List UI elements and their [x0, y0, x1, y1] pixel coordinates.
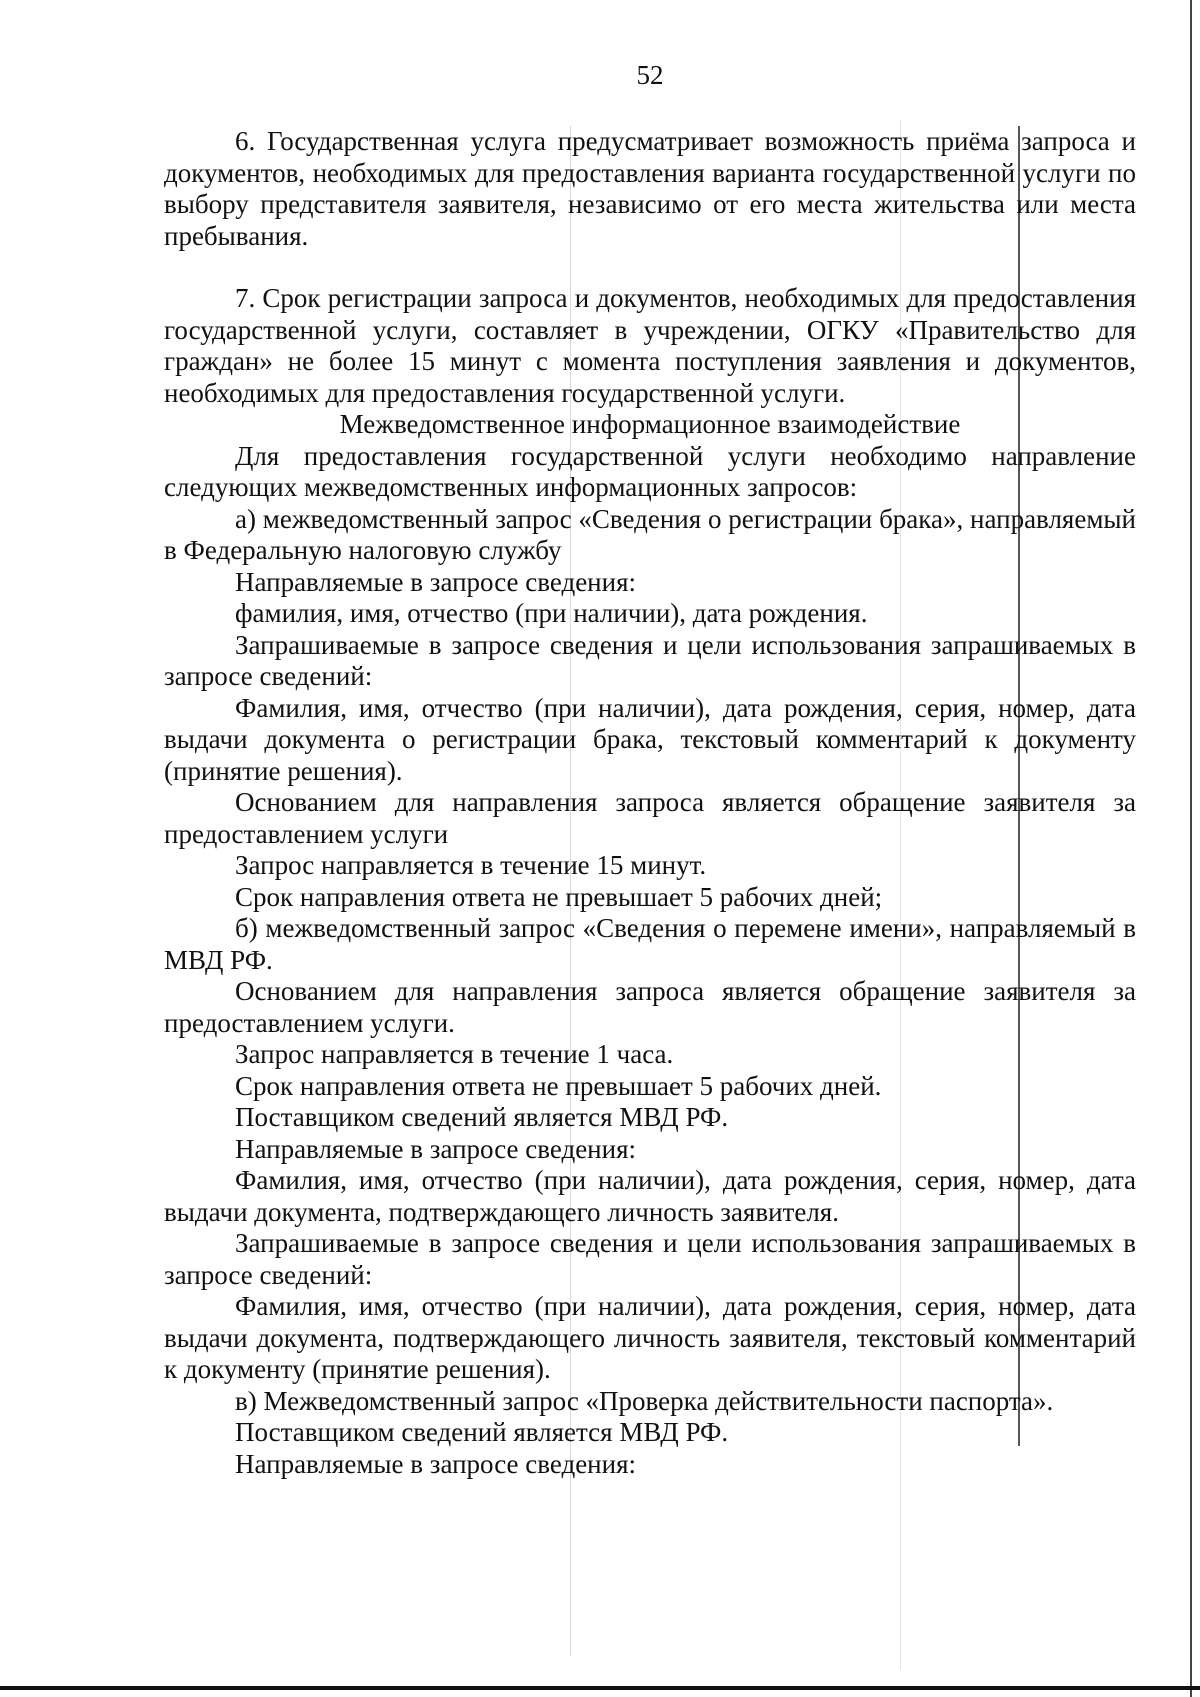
paragraph: Основанием для направления запроса является обращение заявителя за предоставлением услуги.	[164, 976, 1136, 1038]
paragraph: Запрашиваемые в запросе сведения и цели использования запрашиваемых в запросе сведений:	[164, 629, 1136, 691]
paragraph: Фамилия, имя, отчество (при наличии), дата рождения, серия, номер, дата выдачи документа, подтверждающего личность заявителя, текстовый комментарий к документу (принятие решения).	[164, 1291, 1136, 1384]
paragraph: в) Межведомственный запрос «Проверка действительности паспорта».	[235, 1385, 1054, 1416]
paragraph-7: 7. Срок регистрации запроса и документов, необходимых для предоставления государственной услуги, составляет в учреждении, ОГКУ «Правительство для граждан» не более 15 минут с момента поступления заявления и документов, необходимых для предоставления государственной услуги.	[164, 283, 1136, 408]
paragraph: Поставщиком сведений является МВД РФ.	[235, 1417, 729, 1447]
paragraph: Фамилия, имя, отчество (при наличии), дата рождения, серия, номер, дата выдачи документа, подтверждающего личность заявителя.	[164, 1165, 1136, 1227]
paragraph: Основанием для направления запроса является обращение заявителя за предоставлением услуги	[164, 787, 1136, 849]
paragraph: Запрос направляется в течение 15 минут.	[235, 850, 707, 880]
paragraph: Фамилия, имя, отчество (при наличии), дата рождения, серия, номер, дата выдачи документа о регистрации брака, текстовый комментарий к документу (принятие решения).	[164, 692, 1136, 786]
scan-edge-bottom	[0, 1686, 1200, 1690]
paragraph: Запрашиваемые в запросе сведения и цели использования запрашиваемых в запросе сведений:	[164, 1228, 1136, 1290]
paragraph: а) межведомственный запрос «Сведения о регистрации брака», направляемый в Федеральную налоговую службу	[164, 503, 1136, 565]
paragraph: Направляемые в запросе сведения:	[235, 566, 636, 597]
paragraph: Срок направления ответа не превышает 5 рабочих дней.	[235, 1070, 882, 1101]
paragraph: Срок направления ответа не превышает 5 рабочих дней;	[235, 881, 883, 912]
paragraph-6: 6. Государственная услуга предусматривает возможность приёма запроса и документов, необходимых для предоставления варианта государственной услуги по выбору представителя заявителя, независимо от его места жительства или места пребывания.	[164, 126, 1136, 251]
section-heading: Межведомственное информационное взаимодействие	[339, 409, 961, 439]
paragraph: Направляемые в запросе сведения:	[235, 1133, 636, 1164]
paragraph: Для предоставления государственной услуги необходимо направление следующих межведомственных информационных запросов:	[164, 440, 1136, 502]
page-number: 52	[636, 60, 664, 90]
document-body	[164, 126, 1136, 1480]
paragraph: фамилия, имя, отчество (при наличии), дата рождения.	[235, 598, 868, 628]
paragraph: Запрос направляется в течение 1 часа.	[235, 1039, 674, 1069]
paragraph: б) межведомственный запрос «Сведения о перемене имени», направляемый в МВД РФ.	[164, 913, 1136, 975]
paragraph: Поставщиком сведений является МВД РФ.	[235, 1102, 729, 1132]
paragraph: Направляемые в запросе сведения:	[235, 1448, 636, 1479]
scan-edge-right	[1190, 0, 1192, 1697]
